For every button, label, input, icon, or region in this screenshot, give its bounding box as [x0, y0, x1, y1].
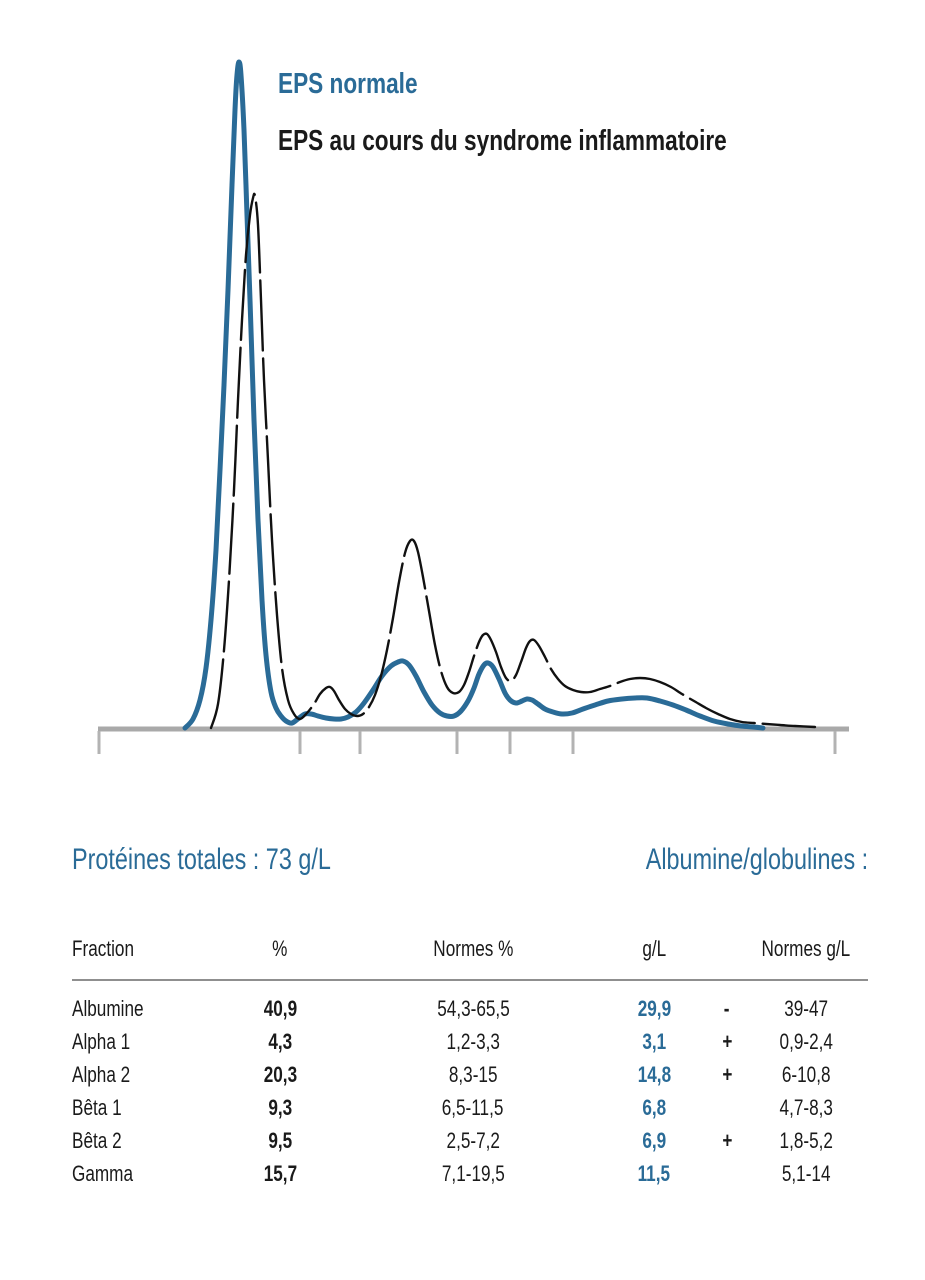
cell-percent: 4,3: [268, 1028, 292, 1054]
cell-g-l: 6,8: [642, 1094, 666, 1120]
cell-g-l: 11,5: [637, 1160, 671, 1186]
legend-normal-label: EPS normale: [278, 68, 418, 100]
table-row-alpha-2: [72, 1058, 868, 1091]
table-body: [72, 992, 868, 1190]
cell-sign: +: [721, 1028, 733, 1054]
header-g-l: g/L: [642, 936, 666, 961]
header-percent: %: [272, 936, 288, 961]
header-fraction: Fraction: [72, 936, 134, 961]
cell-fraction: Bêta 1: [72, 1094, 122, 1120]
inflammatory-curve: [211, 194, 815, 728]
cell-norms-percent: 7,1-19,5: [441, 1160, 505, 1186]
results-table: [72, 933, 868, 1190]
cell-fraction: Gamma: [72, 1160, 134, 1186]
cell-fraction: Bêta 2: [72, 1127, 122, 1153]
table-divider: [72, 979, 868, 981]
cell-norms-percent: 2,5-7,2: [446, 1127, 500, 1153]
cell-fraction: Albumine: [72, 995, 144, 1021]
header-norms-g-l: Normes g/L: [761, 936, 851, 961]
cell-sign: +: [721, 1061, 733, 1087]
table-row-b-ta-1: [72, 1091, 868, 1124]
cell-norms-g-l: 1,8-5,2: [779, 1127, 833, 1153]
cell-norms-percent: 8,3-15: [448, 1061, 498, 1087]
cell-norms-percent: 1,2-3,3: [446, 1028, 500, 1054]
table-row-alpha-1: [72, 1025, 868, 1058]
cell-percent: 20,3: [263, 1061, 297, 1087]
cell-norms-g-l: 4,7-8,3: [779, 1094, 833, 1120]
cell-g-l: 29,9: [637, 995, 671, 1021]
legend-normal-curve: [278, 70, 457, 99]
cell-sign: [710, 1095, 744, 1121]
total-proteins-label: Protéines totales : 73 g/L: [72, 843, 331, 876]
cell-g-l: 3,1: [642, 1028, 666, 1054]
legend-inflammatory-label: EPS au cours du syndrome inflammatoire: [278, 125, 727, 157]
table-row-gamma: [72, 1157, 868, 1190]
table-header: [72, 933, 868, 965]
cell-percent: 9,5: [268, 1127, 292, 1153]
legend-inflammatory-curve: [278, 127, 853, 156]
cell-fraction: Alpha 1: [72, 1028, 131, 1054]
albumin-globulins-label: Albumine/globulines :: [645, 843, 868, 876]
table-row-albumine: [72, 992, 868, 1025]
cell-fraction: Alpha 2: [72, 1061, 131, 1087]
cell-percent: 9,3: [268, 1094, 292, 1120]
cell-sign: [710, 1161, 744, 1187]
normal-curve: [185, 62, 763, 728]
cell-norms-percent: 6,5-11,5: [442, 1094, 504, 1120]
cell-percent: 40,9: [263, 995, 297, 1021]
cell-norms-g-l: 0,9-2,4: [779, 1028, 833, 1054]
header-norms-percent: Normes %: [432, 936, 514, 961]
cell-sign: -: [724, 995, 730, 1021]
cell-norms-percent: 54,3-65,5: [436, 995, 510, 1021]
cell-norms-g-l: 39-47: [784, 995, 828, 1021]
cell-g-l: 14,8: [637, 1061, 671, 1087]
table-row-b-ta-2: [72, 1124, 868, 1157]
cell-norms-g-l: 6-10,8: [781, 1061, 831, 1087]
cell-sign: +: [721, 1127, 733, 1153]
cell-norms-g-l: 5,1-14: [781, 1160, 831, 1186]
cell-percent: 15,7: [263, 1160, 297, 1186]
cell-g-l: 6,9: [642, 1127, 666, 1153]
